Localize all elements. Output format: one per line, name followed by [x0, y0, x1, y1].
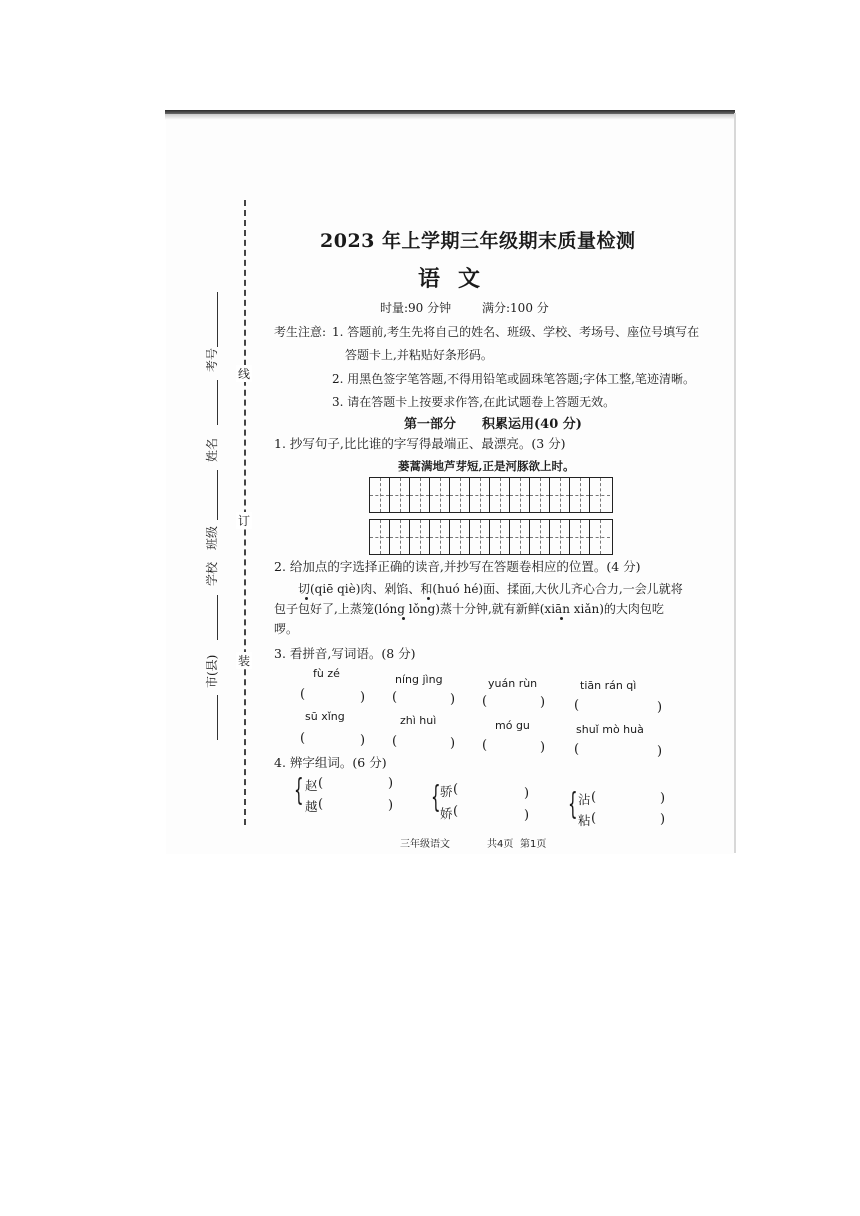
answer-paren[interactable]: ( [392, 690, 398, 705]
field-shixian-label: 市(县) [205, 654, 219, 688]
answer-paren[interactable]: ) [660, 791, 666, 806]
q1-writing-grid-1[interactable] [369, 477, 613, 513]
scan-top-shadow [165, 114, 735, 120]
q4-char: 粘 [578, 813, 591, 828]
q4-char: 娇 [440, 806, 453, 821]
q3-prompt: 3. 看拼音,写词语。(8 分) [274, 646, 416, 661]
answer-paren[interactable]: ) [657, 700, 663, 715]
answer-paren[interactable]: ( [300, 687, 306, 702]
exam-score: 满分:100 分 [482, 301, 549, 315]
field-banji-label: 班级 [205, 525, 219, 550]
brace-icon: { [294, 773, 304, 808]
q3-pinyin-6: zhì huì [400, 714, 437, 727]
q1-prompt: 1. 抄写句子,比比谁的字写得最端正、最漂亮。(3 分) [274, 436, 566, 451]
scan-right-edge [734, 113, 736, 853]
field-line-kaohao [217, 292, 218, 347]
q3-pinyin-7: mó gu [495, 719, 530, 732]
q4-char: 沾 [578, 792, 591, 807]
q3-pinyin-8: shuǐ mò huà [576, 723, 644, 736]
emphasis-dot [305, 597, 308, 600]
answer-paren[interactable]: ( [482, 738, 488, 753]
note-1a: 1. 答题前,考生先将自己的姓名、班级、学校、考场号、座位号填写在 [332, 325, 700, 339]
emphasis-dot [560, 617, 563, 620]
field-xingming-label: 姓名 [205, 437, 219, 462]
answer-paren[interactable]: ( [574, 742, 580, 757]
field-kaohao-label: 考号 [205, 347, 219, 372]
answer-paren[interactable]: ( [392, 734, 398, 749]
binding-mark-xian: 线 [237, 367, 250, 381]
footer-total: 共4页 [487, 839, 514, 850]
brace-icon: { [568, 787, 578, 822]
part1-heading: 第一部分 [404, 417, 457, 432]
binding-mark-zhuang: 装 [237, 654, 250, 668]
q1-sentence: 蒌蒿满地芦芽短,正是河豚欲上时。 [398, 459, 575, 473]
field-line-banji [217, 470, 218, 520]
note-2: 2. 用黑色签字笔答题,不得用铅笔或圆珠笔答题;字体工整,笔迹清晰。 [332, 372, 695, 386]
answer-paren[interactable]: ( [300, 731, 306, 746]
field-xuexiao-label: 学校 [205, 561, 219, 586]
note-1b: 答题卡上,并粘贴好条形码。 [345, 348, 493, 362]
q4-char: 越 [305, 799, 318, 814]
answer-paren[interactable]: ) [660, 812, 666, 827]
q3-pinyin-3: yuán rùn [488, 677, 538, 690]
footer-page: 第1页 [520, 839, 547, 850]
answer-paren[interactable]: ) [524, 786, 530, 801]
brace-icon: { [431, 780, 441, 815]
answer-paren[interactable]: ) [540, 695, 546, 710]
exam-title: 2023 年上学期三年级期末质量检测 [320, 230, 636, 252]
part1-subheading: 积累运用(40 分) [482, 417, 582, 432]
q3-pinyin-2: níng jìng [395, 673, 443, 686]
q2-line1: 切(qiē qiè)肉、剁馅、和(huó hé)面、揉面,大伙儿齐心合力,一会儿就将 [298, 582, 683, 596]
answer-paren[interactable]: ) [540, 740, 546, 755]
answer-paren[interactable]: ( [574, 698, 580, 713]
field-line-xuexiao [217, 595, 218, 640]
q4-char: 骄 [440, 784, 453, 799]
q3-pinyin-5: sū xǐng [305, 710, 345, 723]
notes-label: 考生注意: [274, 325, 327, 339]
answer-paren[interactable]: ) [657, 744, 663, 759]
answer-paren[interactable]: ( [591, 811, 597, 826]
footer-course: 三年级语文 [400, 839, 450, 850]
answer-paren[interactable]: ) [388, 776, 394, 791]
q2-line3: 啰。 [274, 622, 299, 636]
answer-paren[interactable]: ) [450, 736, 456, 751]
q4-char: 赵 [305, 778, 318, 793]
note-3: 3. 请在答题卡上按要求作答,在此试题卷上答题无效。 [332, 395, 616, 409]
answer-paren[interactable]: ( [453, 804, 459, 819]
answer-paren[interactable]: ) [524, 808, 530, 823]
emphasis-dot [427, 597, 430, 600]
answer-paren[interactable]: ) [360, 690, 366, 705]
field-line-xingming [217, 380, 218, 425]
answer-paren[interactable]: ( [318, 797, 324, 812]
q2-line2: 包子包好了,上蒸笼(lóng lǒng)蒸十分钟,就有新鲜(xiān xiǎn)的大肉包吃 [274, 602, 664, 616]
answer-paren[interactable]: ) [360, 733, 366, 748]
answer-paren[interactable]: ( [591, 790, 597, 805]
binding-mark-ding: 订 [237, 514, 250, 528]
answer-paren[interactable]: ( [318, 776, 324, 791]
answer-paren[interactable]: ( [453, 782, 459, 797]
exam-subject: 语文 [418, 266, 499, 292]
q4-prompt: 4. 辨字组词。(6 分) [274, 755, 387, 770]
q2-prompt: 2. 给加点的字选择正确的读音,并抄写在答题卷相应的位置。(4 分) [274, 559, 641, 574]
exam-time: 时量:90 分钟 [380, 301, 452, 315]
answer-paren[interactable]: ( [482, 694, 488, 709]
field-line-shixian [217, 695, 218, 740]
q3-pinyin-1: fù zé [313, 667, 340, 680]
emphasis-dot [402, 617, 405, 620]
answer-paren[interactable]: ) [450, 692, 456, 707]
answer-paren[interactable]: ) [388, 798, 394, 813]
q3-pinyin-4: tiān rán qì [580, 679, 637, 692]
q1-writing-grid-2[interactable] [369, 519, 613, 555]
